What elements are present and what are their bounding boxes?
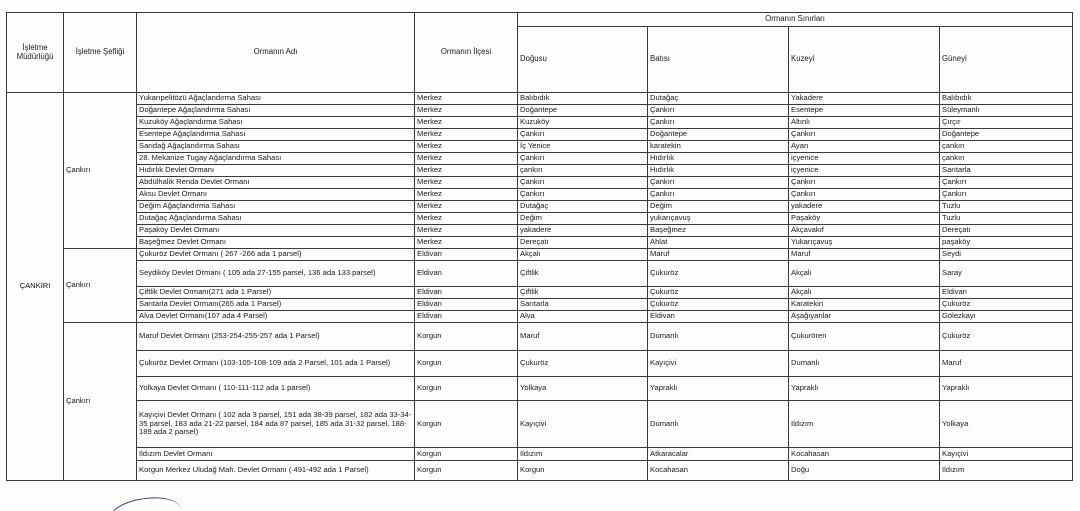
orman-adi-cell: Kuzuköy Ağaçlandırma Sahası <box>137 117 415 129</box>
guney-cell: Yapraklı <box>940 377 1073 401</box>
ilce-cell: Eldivan <box>415 249 518 261</box>
bati-cell: Başeğmez <box>648 225 789 237</box>
kuzey-cell: Aşağıyanlar <box>789 311 940 323</box>
dogu-cell: Alva <box>518 311 648 323</box>
orman-adi-cell: Başeğmez Devlet Ormanı <box>137 237 415 249</box>
ilce-cell: Eldivan <box>415 299 518 311</box>
guney-cell: Çukuröz <box>940 323 1073 351</box>
kuzey-cell: Altınlı <box>789 117 940 129</box>
orman-adi-cell: Seydiköy Devlet Ormanı ( 105 ada 27-155 parsel, 136 ada 133 parsel) <box>137 261 415 287</box>
guney-cell: Maruf <box>940 351 1073 377</box>
orman-adi-cell: Sarıdağ Ağaçlandırma Sahası <box>137 141 415 153</box>
table-row <box>7 461 1073 481</box>
bati-cell: Kocahasan <box>648 461 789 481</box>
bati-cell: Çankırı <box>648 105 789 117</box>
table-row <box>7 261 1073 287</box>
table-row <box>7 93 1073 105</box>
kuzey-cell: Çankırı <box>789 129 940 141</box>
ilce-cell: Korgun <box>415 461 518 481</box>
bati-cell: Kayıçivi <box>648 351 789 377</box>
header-dogusu: Doğusu <box>518 27 648 93</box>
table-row <box>7 141 1073 153</box>
table-row <box>7 213 1073 225</box>
header-kuzeyi: Kuzeyi <box>789 27 940 93</box>
kuzey-cell: Çukurören <box>789 323 940 351</box>
guney-cell: Yolkaya <box>940 401 1073 448</box>
dogu-cell: Maruf <box>518 323 648 351</box>
ilce-cell: Merkez <box>415 189 518 201</box>
guney-cell: Ildızım <box>940 461 1073 481</box>
seflik-cell: Çankırı <box>64 249 137 323</box>
dogu-cell: Akçalı <box>518 249 648 261</box>
ilce-cell: Korgun <box>415 351 518 377</box>
dogu-cell: Çankırı <box>518 189 648 201</box>
mudurluk-cell: ÇANKIRI <box>7 93 64 481</box>
orman-adi-cell: Aksu Devlet Ormanı <box>137 189 415 201</box>
table-body <box>7 93 1073 481</box>
table-row <box>7 237 1073 249</box>
ilce-cell: Merkez <box>415 237 518 249</box>
dogu-cell: Kuzuköy <box>518 117 648 129</box>
table-row <box>7 377 1073 401</box>
orman-adi-cell: Korgun Merkez Uludağ Mah. Devlet Ormanı ( 491-492 ada 1 Parsel) <box>137 461 415 481</box>
seflik-cell: Çankırı <box>64 93 137 249</box>
table-row <box>7 117 1073 129</box>
table-row <box>7 165 1073 177</box>
guney-cell: Süleymanlı <box>940 105 1073 117</box>
ilce-cell: Eldivan <box>415 311 518 323</box>
ilce-cell: Eldivan <box>415 261 518 287</box>
table-row <box>7 105 1073 117</box>
kuzey-cell: Ayan <box>789 141 940 153</box>
bati-cell: Çankırı <box>648 189 789 201</box>
orman-adi-cell: Paşaköy Devlet Ormanı <box>137 225 415 237</box>
table-row <box>7 153 1073 165</box>
ink-mark <box>108 493 183 511</box>
dogu-cell: Sarıtarla <box>518 299 648 311</box>
dogu-cell: Çankırı <box>518 177 648 189</box>
orman-adi-cell: Abdülhalik Renda Devlet Ormanı <box>137 177 415 189</box>
table-row <box>7 249 1073 261</box>
ilce-cell: Merkez <box>415 213 518 225</box>
ilce-cell: Merkez <box>415 117 518 129</box>
kuzey-cell: içyenice <box>789 153 940 165</box>
bati-cell: Hıdırlık <box>648 153 789 165</box>
dogu-cell: Balıbıdık <box>518 93 648 105</box>
kuzey-cell: Dumanlı <box>789 351 940 377</box>
dogu-cell: Korgun <box>518 461 648 481</box>
bati-cell: Hıdırlık <box>648 165 789 177</box>
kuzey-cell: Paşaköy <box>789 213 940 225</box>
ilce-cell: Korgun <box>415 323 518 351</box>
orman-adi-cell: Alva Devlet Ormanı(107 ada 4 Parsel) <box>137 311 415 323</box>
header-isletme-sefligi: İşletme Şefliği <box>64 13 137 93</box>
dogu-cell: çankırı <box>518 165 648 177</box>
kuzey-cell: Akçavakıf <box>789 225 940 237</box>
ilce-cell: Merkez <box>415 165 518 177</box>
ilce-cell: Merkez <box>415 177 518 189</box>
ilce-cell: Korgun <box>415 401 518 448</box>
dogu-cell: Kayıçivi <box>518 401 648 448</box>
guney-cell: Eldivan <box>940 287 1073 299</box>
dogu-cell: İç Yenice <box>518 141 648 153</box>
table-row <box>7 287 1073 299</box>
kuzey-cell: Çankırı <box>789 189 940 201</box>
header-row-top <box>7 13 1073 27</box>
kuzey-cell: Akçalı <box>789 287 940 299</box>
kuzey-cell: Yukarıçavuş <box>789 237 940 249</box>
header-orman-adi: Ormanın Adı <box>137 13 415 93</box>
dogu-cell: Dereçatı <box>518 237 648 249</box>
orman-adi-cell: Ildızım Devlet Ormanı <box>137 448 415 461</box>
kuzey-cell: Maruf <box>789 249 940 261</box>
bati-cell: Dumanlı <box>648 401 789 448</box>
header-isletme-mudurlugu: İşletme Müdürlüğü <box>7 13 64 93</box>
kuzey-cell: Yakadere <box>789 93 940 105</box>
table-row <box>7 225 1073 237</box>
kuzey-cell: Kocahasan <box>789 448 940 461</box>
table-row <box>7 401 1073 448</box>
table-row <box>7 448 1073 461</box>
orman-adi-cell: Hıdırlık Devlet Ormanı <box>137 165 415 177</box>
header-batisi: Batısı <box>648 27 789 93</box>
ilce-cell: Merkez <box>415 201 518 213</box>
orman-adi-cell: Yolkaya Devlet Ormanı ( 110-111-112 ada 1 parsel) <box>137 377 415 401</box>
bati-cell: Maruf <box>648 249 789 261</box>
guney-cell: Sarıtarla <box>940 165 1073 177</box>
guney-cell: Çırçır <box>940 117 1073 129</box>
kuzey-cell: içyenice <box>789 165 940 177</box>
bati-cell: Çukuröz <box>648 287 789 299</box>
dogu-cell: Çiftlik <box>518 261 648 287</box>
ilce-cell: Merkez <box>415 105 518 117</box>
guney-cell: Çankırı <box>940 189 1073 201</box>
guney-cell: Doğantepe <box>940 129 1073 141</box>
table-row <box>7 201 1073 213</box>
kuzey-cell: Akçalı <box>789 261 940 287</box>
guney-cell: çankırı <box>940 141 1073 153</box>
guney-cell: Balıbıdık <box>940 93 1073 105</box>
ilce-cell: Merkez <box>415 93 518 105</box>
bati-cell: Dutağaç <box>648 93 789 105</box>
guney-cell: Seydi <box>940 249 1073 261</box>
guney-cell: Çankırı <box>940 177 1073 189</box>
bati-cell: Çankırı <box>648 177 789 189</box>
guney-cell: Tuzlu <box>940 201 1073 213</box>
header-orman-ilcesi: Ormanın İlçesi <box>415 13 518 93</box>
header-guneyi: Güneyi <box>940 27 1073 93</box>
ilce-cell: Korgun <box>415 448 518 461</box>
ilce-cell: Merkez <box>415 153 518 165</box>
kuzey-cell: Doğu <box>789 461 940 481</box>
kuzey-cell: Ildızım <box>789 401 940 448</box>
orman-adi-cell: Kayıçivi Devlet Ormanı ( 102 ada 3 parsel, 151 ada 38-39 parsel, 182 ada 33-34-35 parsel, 183 ada 21-22 parsel, 184 ada 87 parsel, 185 ada 31-32 parsel, 188-189 ada 2 parsel) <box>137 401 415 448</box>
table-row <box>7 323 1073 351</box>
guney-cell: paşaköy <box>940 237 1073 249</box>
orman-adi-cell: Doğantepe Ağaçlandırma Sahası <box>137 105 415 117</box>
bati-cell: yukarıçavuş <box>648 213 789 225</box>
dogu-cell: Dutağaç <box>518 201 648 213</box>
bati-cell: Değim <box>648 201 789 213</box>
bati-cell: karatekin <box>648 141 789 153</box>
guney-cell: Tuzlu <box>940 213 1073 225</box>
ilce-cell: Merkez <box>415 141 518 153</box>
dogu-cell: Çankırı <box>518 153 648 165</box>
forest-boundaries-table <box>6 12 1073 481</box>
bati-cell: Yapraklı <box>648 377 789 401</box>
kuzey-cell: yakadere <box>789 201 940 213</box>
orman-adi-cell: Sarıtarla Devlet Ormanı(265 ada 1 Parsel) <box>137 299 415 311</box>
orman-adi-cell: 28. Mekanize Tugay Ağaçlandırma Sahası <box>137 153 415 165</box>
table-row <box>7 311 1073 323</box>
orman-adi-cell: Çiftlik Devlet Ormanı(271 ada 1 Parsel) <box>137 287 415 299</box>
guney-cell: Gölezkayı <box>940 311 1073 323</box>
guney-cell: Dereçatı <box>940 225 1073 237</box>
orman-adi-cell: Çukuröz Devlet Ormanı ( 267 -266 ada 1 parsel) <box>137 249 415 261</box>
orman-adi-cell: Esentepe Ağaçlandırma Sahası <box>137 129 415 141</box>
orman-adi-cell: Değim Ağaçlandırma Sahası <box>137 201 415 213</box>
ilce-cell: Merkez <box>415 129 518 141</box>
header-orman-sinirlari: Ormanın Sınırları <box>518 13 1073 27</box>
seflik-cell: Çankırı <box>64 323 137 481</box>
bati-cell: Doğantepe <box>648 129 789 141</box>
kuzey-cell: Çankırı <box>789 177 940 189</box>
table-row <box>7 299 1073 311</box>
dogu-cell: Doğantepe <box>518 105 648 117</box>
bati-cell: Çankırı <box>648 117 789 129</box>
dogu-cell: Çankırı <box>518 129 648 141</box>
kuzey-cell: Esentepe <box>789 105 940 117</box>
orman-adi-cell: Maruf Devlet Ormanı (253-254-255-257 ada 1 Parsel) <box>137 323 415 351</box>
guney-cell: çankırı <box>940 153 1073 165</box>
dogu-cell: Yolkaya <box>518 377 648 401</box>
dogu-cell: Çukuröz <box>518 351 648 377</box>
orman-adi-cell: Dutağaç Ağaçlandırma Sahası <box>137 213 415 225</box>
kuzey-cell: Karatekin <box>789 299 940 311</box>
dogu-cell: Çiftlik <box>518 287 648 299</box>
orman-adi-cell: Yukarıpelitözü Ağaçlandırma Sahası <box>137 93 415 105</box>
guney-cell: Saray <box>940 261 1073 287</box>
bati-cell: Ahlat <box>648 237 789 249</box>
orman-adi-cell: Çukuröz Devlet Ormanı (103-105-108-109 ada 2 Parsel, 101 ada 1 Parsel) <box>137 351 415 377</box>
guney-cell: Kayıçivi <box>940 448 1073 461</box>
table-row <box>7 177 1073 189</box>
ilce-cell: Korgun <box>415 377 518 401</box>
bati-cell: Eldivan <box>648 311 789 323</box>
bati-cell: Çukuröz <box>648 261 789 287</box>
kuzey-cell: Yapraklı <box>789 377 940 401</box>
table-row <box>7 129 1073 141</box>
ilce-cell: Eldivan <box>415 287 518 299</box>
dogu-cell: Değim <box>518 213 648 225</box>
table-row <box>7 351 1073 377</box>
bati-cell: Dumanlı <box>648 323 789 351</box>
bati-cell: Atkaracalar <box>648 448 789 461</box>
dogu-cell: Ildızım <box>518 448 648 461</box>
bati-cell: Çukuröz <box>648 299 789 311</box>
table-row <box>7 189 1073 201</box>
guney-cell: Çukuröz <box>940 299 1073 311</box>
dogu-cell: yakadere <box>518 225 648 237</box>
ilce-cell: Merkez <box>415 225 518 237</box>
